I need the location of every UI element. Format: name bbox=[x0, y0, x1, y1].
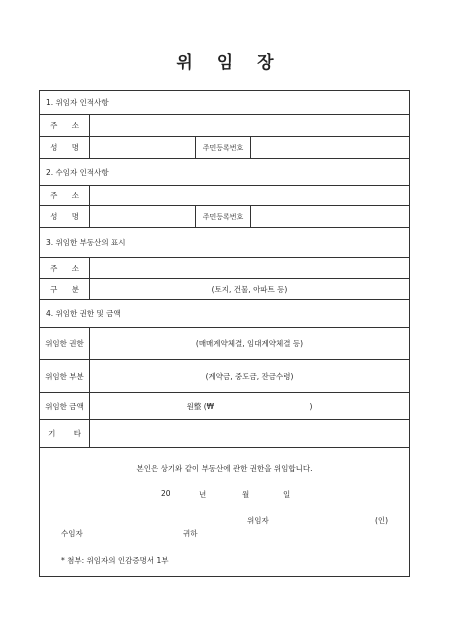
attachment-note: * 첨부: 위임자의 인감증명서 1부 bbox=[61, 556, 169, 565]
statement-text: 본인은 상기와 같이 부동산에 관한 권한을 위임합니다. bbox=[136, 464, 313, 473]
section1-name-row bbox=[40, 137, 409, 159]
form-frame bbox=[39, 90, 410, 577]
address-label: 주 소 bbox=[40, 258, 90, 278]
section3-address-row bbox=[40, 258, 409, 279]
title-char: 위 bbox=[176, 53, 193, 73]
amount-label: 위임한 금액 bbox=[40, 393, 90, 419]
title-char: 장 bbox=[257, 53, 274, 73]
property-type-field[interactable]: (토지, 건물, 아파트 등) bbox=[211, 284, 288, 294]
delegatee-rrn-field[interactable] bbox=[251, 206, 409, 227]
part-label: 위임한 부분 bbox=[40, 360, 90, 392]
address-label: 주 소 bbox=[40, 115, 90, 136]
authority-field[interactable]: (매매계약체결, 임대계약체결 등) bbox=[195, 339, 304, 348]
document-title bbox=[0, 48, 450, 73]
date-day-unit: 일 bbox=[283, 490, 291, 499]
date-year-prefix: 20 bbox=[161, 489, 171, 498]
other-field[interactable] bbox=[90, 420, 409, 447]
delegatee-name-field[interactable] bbox=[90, 206, 195, 227]
section4-title: 4. 위임한 권한 및 금액 bbox=[46, 309, 121, 318]
part-row bbox=[40, 360, 409, 393]
section3-type-row bbox=[40, 279, 409, 300]
date-year-unit: 년 bbox=[199, 490, 207, 499]
section4-header bbox=[40, 300, 409, 328]
amount-field[interactable]: 원整 (₩ ) bbox=[186, 401, 313, 411]
section2-address-row bbox=[40, 186, 409, 206]
section2-name-row bbox=[40, 206, 409, 228]
section1-title: 1. 위임자 인적사항 bbox=[46, 98, 109, 107]
name-label: 성 명 bbox=[40, 206, 90, 227]
property-address-field[interactable] bbox=[90, 258, 409, 278]
rrn-label: 주민등록번호 bbox=[195, 206, 251, 227]
type-label: 구 분 bbox=[40, 279, 90, 299]
authority-row bbox=[40, 328, 409, 360]
delegator-rrn-field[interactable] bbox=[251, 137, 409, 158]
delegator-name-field[interactable] bbox=[90, 137, 195, 158]
delegatee-address-field[interactable] bbox=[90, 186, 409, 205]
honorific-label: 귀하 bbox=[183, 529, 198, 538]
rrn-label: 주민등록번호 bbox=[195, 137, 251, 158]
amount-row bbox=[40, 393, 409, 420]
other-row bbox=[40, 420, 409, 448]
delegator-address-field[interactable] bbox=[90, 115, 409, 136]
seal-mark: (인) bbox=[375, 516, 389, 525]
address-label: 주 소 bbox=[40, 186, 90, 205]
delegatee-sign-label: 수임자 bbox=[61, 529, 83, 538]
part-field[interactable]: (계약금, 중도금, 잔금수령) bbox=[205, 371, 294, 381]
authority-label: 위임한 권한 bbox=[40, 328, 90, 359]
section1-header bbox=[40, 91, 409, 115]
section3-header bbox=[40, 228, 409, 258]
date-month-unit: 월 bbox=[242, 490, 250, 499]
section2-title: 2. 수임자 인적사항 bbox=[46, 167, 109, 177]
section3-title: 3. 위임한 부동산의 표시 bbox=[46, 238, 126, 247]
section2-header bbox=[40, 159, 409, 186]
other-label: 기 타 bbox=[40, 420, 90, 447]
delegator-sign-label: 위임자 bbox=[247, 516, 269, 525]
section1-address-row bbox=[40, 115, 409, 137]
name-label: 성 명 bbox=[40, 137, 90, 158]
title-char: 임 bbox=[216, 53, 234, 73]
